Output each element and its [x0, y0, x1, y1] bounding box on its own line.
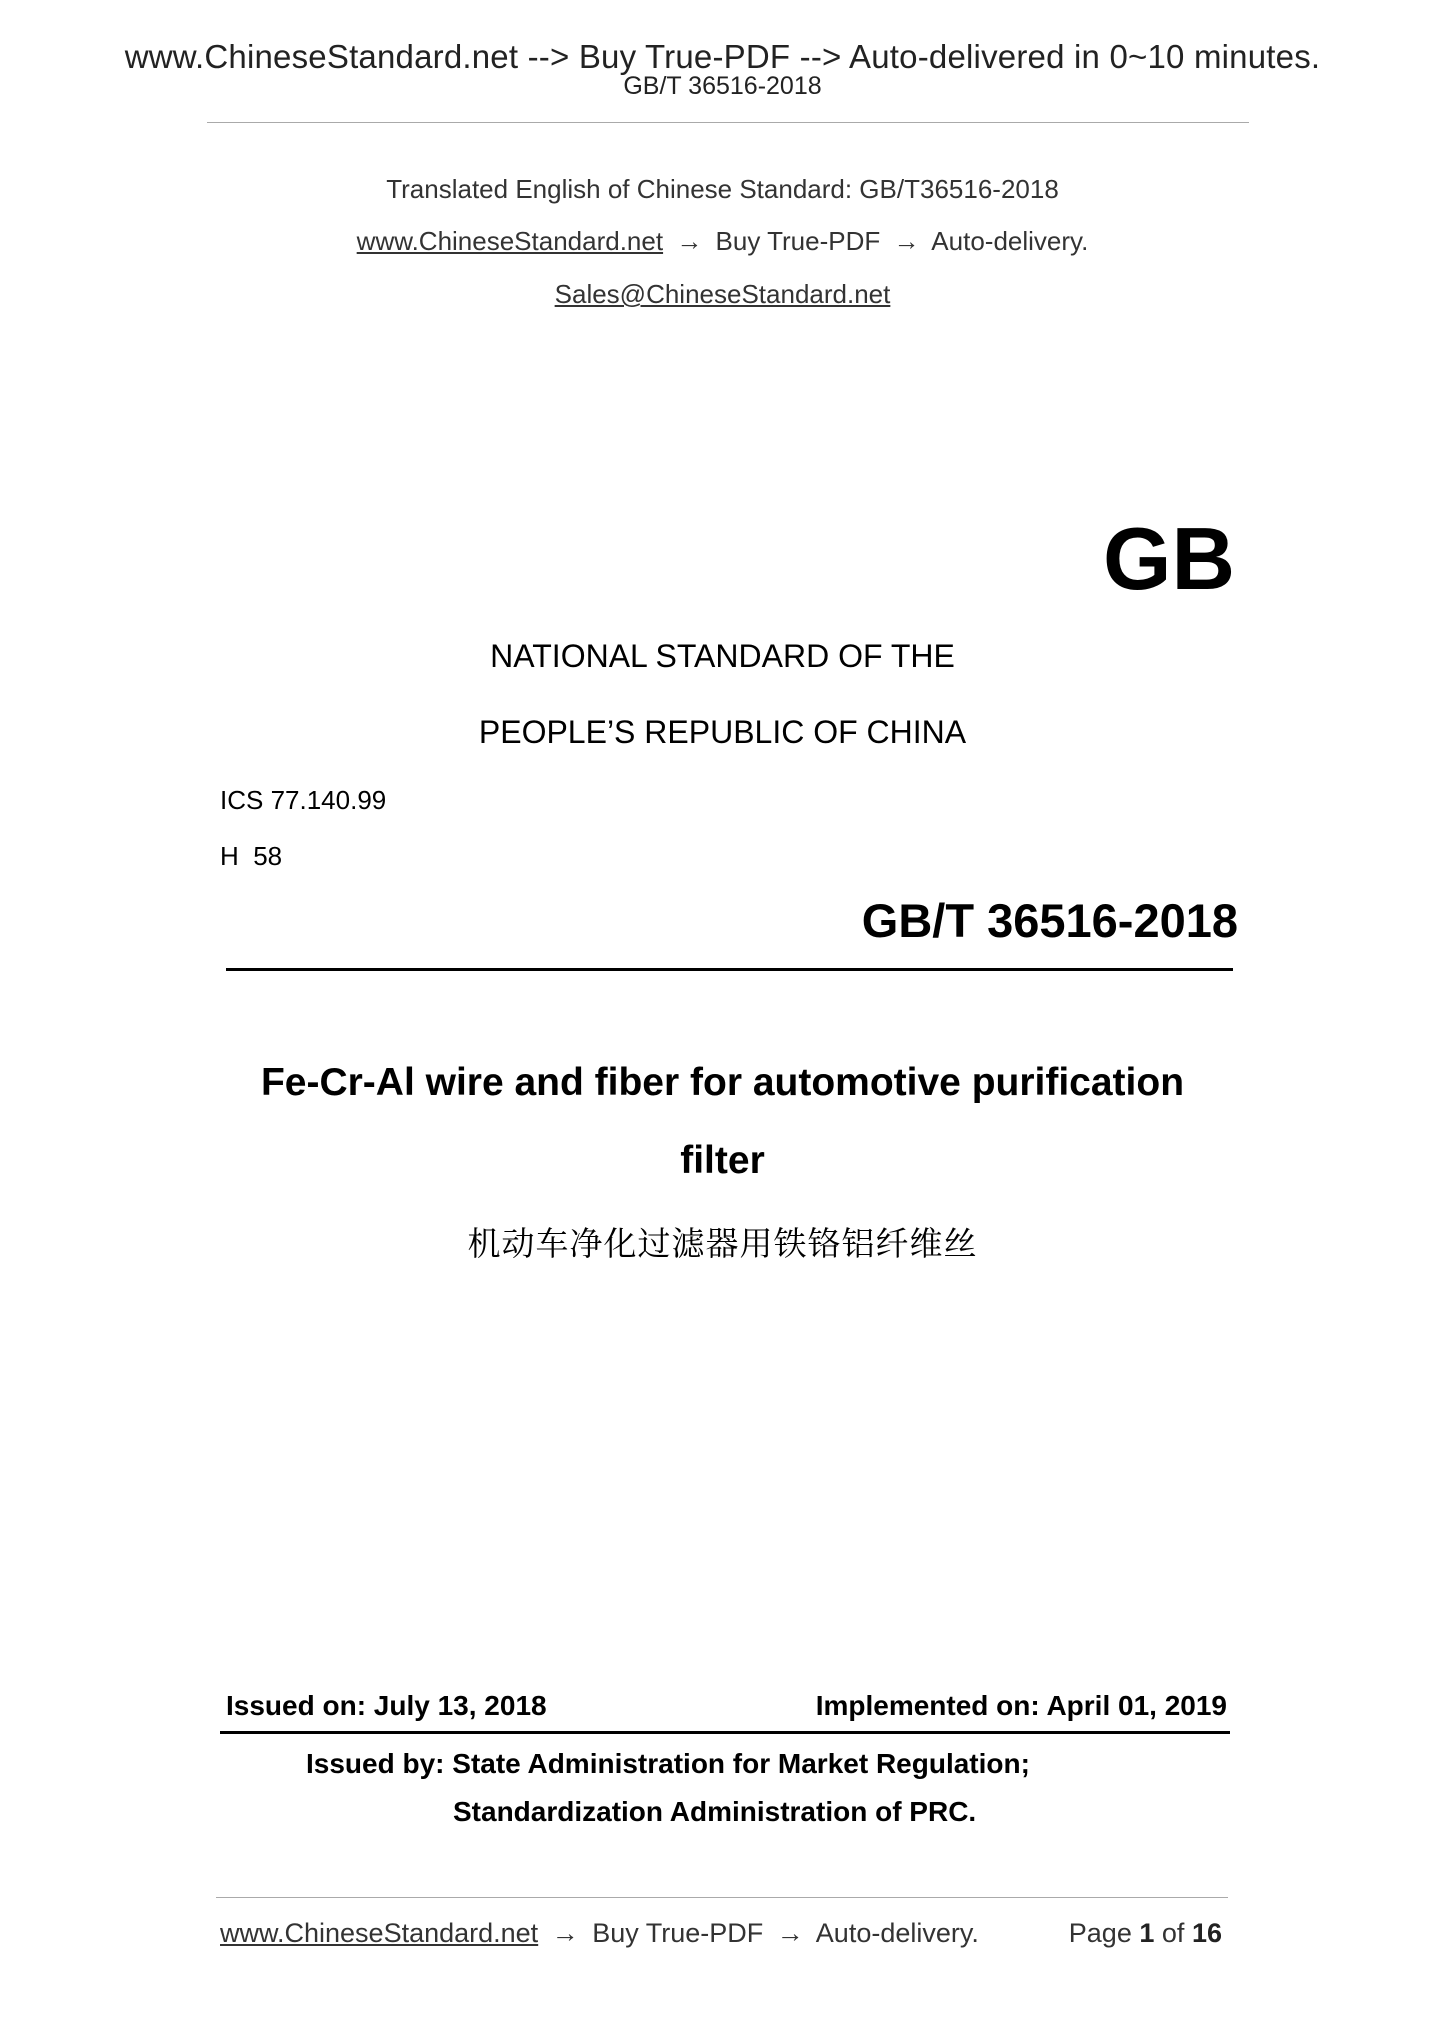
issued-on: Issued on: July 13, 2018	[226, 1690, 547, 1721]
page-label: Page	[1068, 1918, 1132, 1948]
national-standard-line2: PEOPLE’S REPUBLIC OF CHINA	[478, 714, 967, 750]
footer-divider	[216, 1897, 1228, 1898]
site-link[interactable]: www.ChineseStandard.net	[356, 226, 664, 256]
issued-by-line1: Issued by: State Administration for Market Regulation;	[306, 1748, 1030, 1779]
dates-divider	[220, 1731, 1230, 1734]
footer-site-link[interactable]: www.ChineseStandard.net	[220, 1918, 539, 1948]
buy-text: Buy True-PDF	[715, 226, 881, 256]
ics-code: ICS 77.140.99	[220, 785, 387, 815]
email-link[interactable]: Sales@ChineseStandard.net	[554, 279, 891, 309]
arrow-icon: →	[676, 226, 703, 256]
footer-auto-text: Auto-delivery.	[815, 1918, 979, 1948]
header-banner: www.ChineseStandard.net --> Buy True-PDF --> Auto-delivered in 0~10 minutes.	[124, 38, 1321, 75]
arrow-icon: →	[893, 226, 920, 256]
title-divider	[226, 968, 1233, 971]
header-doc-code: GB/T 36516-2018	[623, 72, 822, 100]
h-code: H 58	[220, 841, 283, 871]
implemented-on: Implemented on: April 01, 2019	[815, 1690, 1227, 1721]
issued-by-line2: Standardization Administration of PRC.	[453, 1796, 977, 1827]
auto-text: Auto-delivery.	[931, 226, 1089, 256]
title-line2: filter	[680, 1139, 765, 1182]
arrow-icon: →	[776, 1918, 804, 1948]
standard-code: GB/T 36516-2018	[861, 894, 1238, 947]
page-total: 16	[1191, 1918, 1222, 1948]
national-standard-line1: NATIONAL STANDARD OF THE	[490, 638, 955, 674]
title-line1: Fe-Cr-Al wire and fiber for automotive purification	[260, 1061, 1185, 1104]
page-indicator	[1069, 1918, 1222, 1949]
footer-buy-text: Buy True-PDF	[592, 1918, 764, 1948]
email-line	[0, 279, 1445, 310]
title-chinese: 机动车净化过滤器用铁铬铝纤维丝	[467, 1224, 978, 1263]
of-label: of	[1161, 1918, 1185, 1948]
translated-line: Translated English of Chinese Standard: GB/T36516-2018	[386, 174, 1059, 204]
footer-buy-line	[220, 1918, 979, 1949]
arrow-icon: →	[551, 1918, 579, 1948]
gb-mark: GB	[1103, 509, 1235, 608]
page-number: 1	[1139, 1918, 1155, 1948]
header-divider	[207, 122, 1249, 123]
buy-line	[0, 226, 1445, 257]
